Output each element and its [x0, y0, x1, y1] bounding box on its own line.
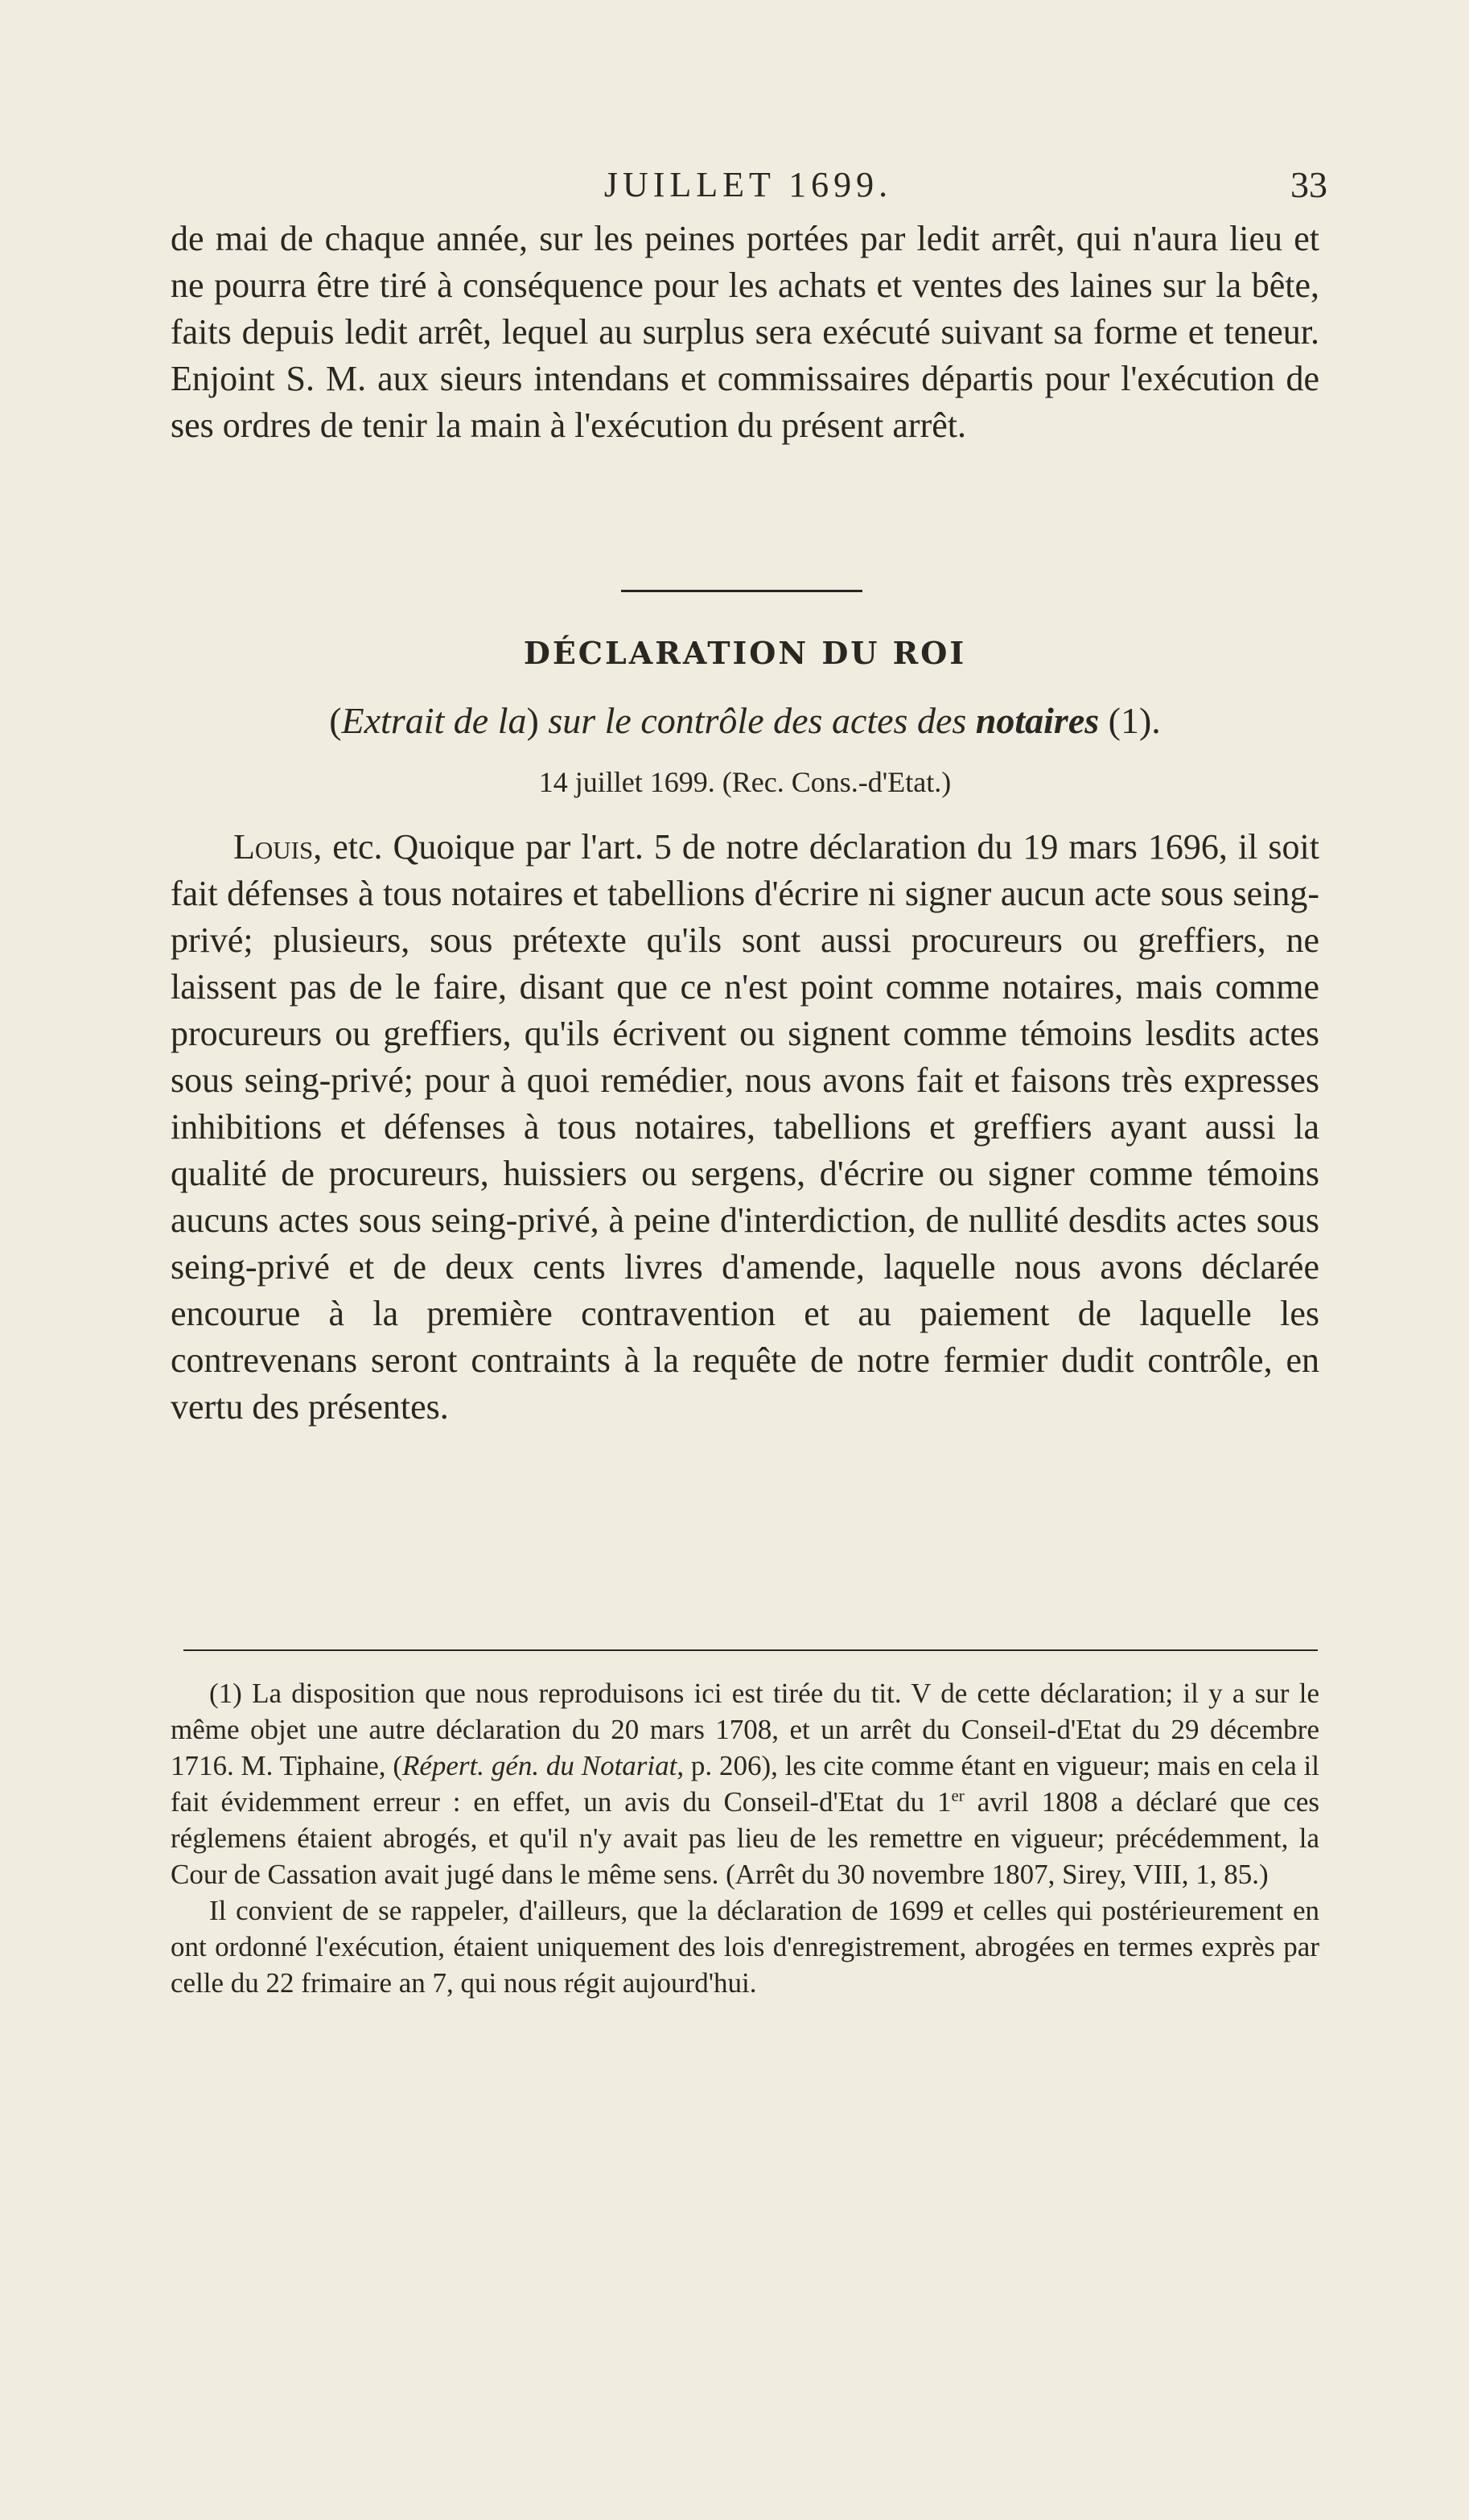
subtitle-mid: sur le contrôle des actes des — [548, 700, 976, 741]
declaration-body-block — [171, 824, 1319, 1431]
declaration-body-text: , etc. Quoique par l'art. 5 de notre déclaration du 19 mars 1696, il soit fait défenses à tous notaires et tabellions d'écrire ni signer aucun acte sous seing-privé; plusieurs, sous prétexte qu'ils sont aussi procureurs ou greffiers, ne laissent pas de le faire, disant que ce n'est point comme notaires, mais comme procureurs ou greffiers, qu'ils écrivent ou signent comme témoins lesdits actes sous seing-privé; pour à quoi remédier, nous avons fait et faisons très expresses inhibitions et défenses à tous notaires, tabellions et greffiers ayant aussi la qualité de procureurs, huissiers ou sergens, d'écrire ou signer comme témoins aucuns actes sous seing-privé, à peine d'interdiction, de nullité desdits actes sous seing-privé et de deux cents livres d'amende, laquelle nous avons déclarée encourue à la première contravention et au paiement de laquelle les contrevenans seront contraints à la requête de notre fermier dudit contrôle, en vertu des présentes. — [171, 827, 1319, 1427]
declaration-first-word: Louis — [233, 827, 314, 867]
page-number: 33 — [1290, 164, 1327, 205]
footnote-reference: (1). — [1099, 700, 1161, 741]
footnote-paragraph-2: Il convient de se rappeler, d'ailleurs, que la déclaration de 1699 et celles qui postérieurement en ont ordonné l'exécution, étaient uniquement des lois d'enregistrement, abrogées en termes exprès par celle du 22 frimaire an 7, qui nous régit aujourd'hui. — [171, 1895, 1319, 1999]
footnote-text-b: , p. 206), les cite comme étant en vigueur; mais en cela il fait évidemment erreur : en effet, un avis du Conseil-d'Etat du 1 — [171, 1750, 1319, 1818]
subtitle-bold: notaires — [975, 700, 1100, 741]
subtitle-close-paren: ) — [526, 700, 549, 741]
declaration-body — [171, 824, 1319, 1431]
footnote-superscript: er — [951, 1785, 965, 1806]
footnote-divider — [183, 1649, 1318, 1651]
footnote-text-c: avril 1808 a déclaré que ces réglemens étaient abrogés, et qu'il n'y avait pas lieu de les remettre en vigueur; précédemment, la Cour de Cassation avait jugé dans le même sens. (Arrêt du 30 novembre 1807, Sirey, VIII, 1, 85.) — [171, 1786, 1320, 1890]
running-head — [169, 161, 1327, 209]
section-divider — [621, 590, 862, 592]
subtitle-extract: Extrait de la — [341, 700, 527, 741]
footnote-block — [171, 1675, 1319, 2001]
footnote — [171, 1675, 1319, 2001]
intro-paragraph: de mai de chaque année, sur les peines portées par ledit arrêt, qui n'aura lieu et ne pourra être tiré à conséquence pour les achats et ventes des laines sur la bête, faits depuis ledit arrêt, lequel au surplus sera exécuté suivant sa forme et teneur. Enjoint S. M. aux sieurs intendans et commissaires départis pour l'exécution de ses ordres de tenir la main à l'exécution du présent arrêt. — [171, 219, 1319, 445]
declaration-subtitle — [171, 697, 1319, 745]
footnote-text-a: (1) La disposition que nous reproduisons ici est tirée du tit. V de cette déclaration; il y a sur le même objet une autre déclaration du 20 mars 1708, et un arrêt du Conseil-d'Etat du 29 décembre 1716. M. Tiphaine, ( — [171, 1678, 1319, 1781]
running-head-title: JUILLET 1699. — [603, 165, 893, 204]
declaration-title: DÉCLARATION DU ROI — [523, 635, 967, 671]
footnote-paragraph-1 — [171, 1675, 1319, 1892]
footnote-citation: Répert. gén. du Notariat — [401, 1750, 677, 1781]
declaration-date: 14 juillet 1699. (Rec. Cons.-d'Etat.) — [538, 766, 952, 798]
intro-paragraph-block — [171, 216, 1319, 449]
subtitle-open-paren: ( — [329, 700, 342, 741]
